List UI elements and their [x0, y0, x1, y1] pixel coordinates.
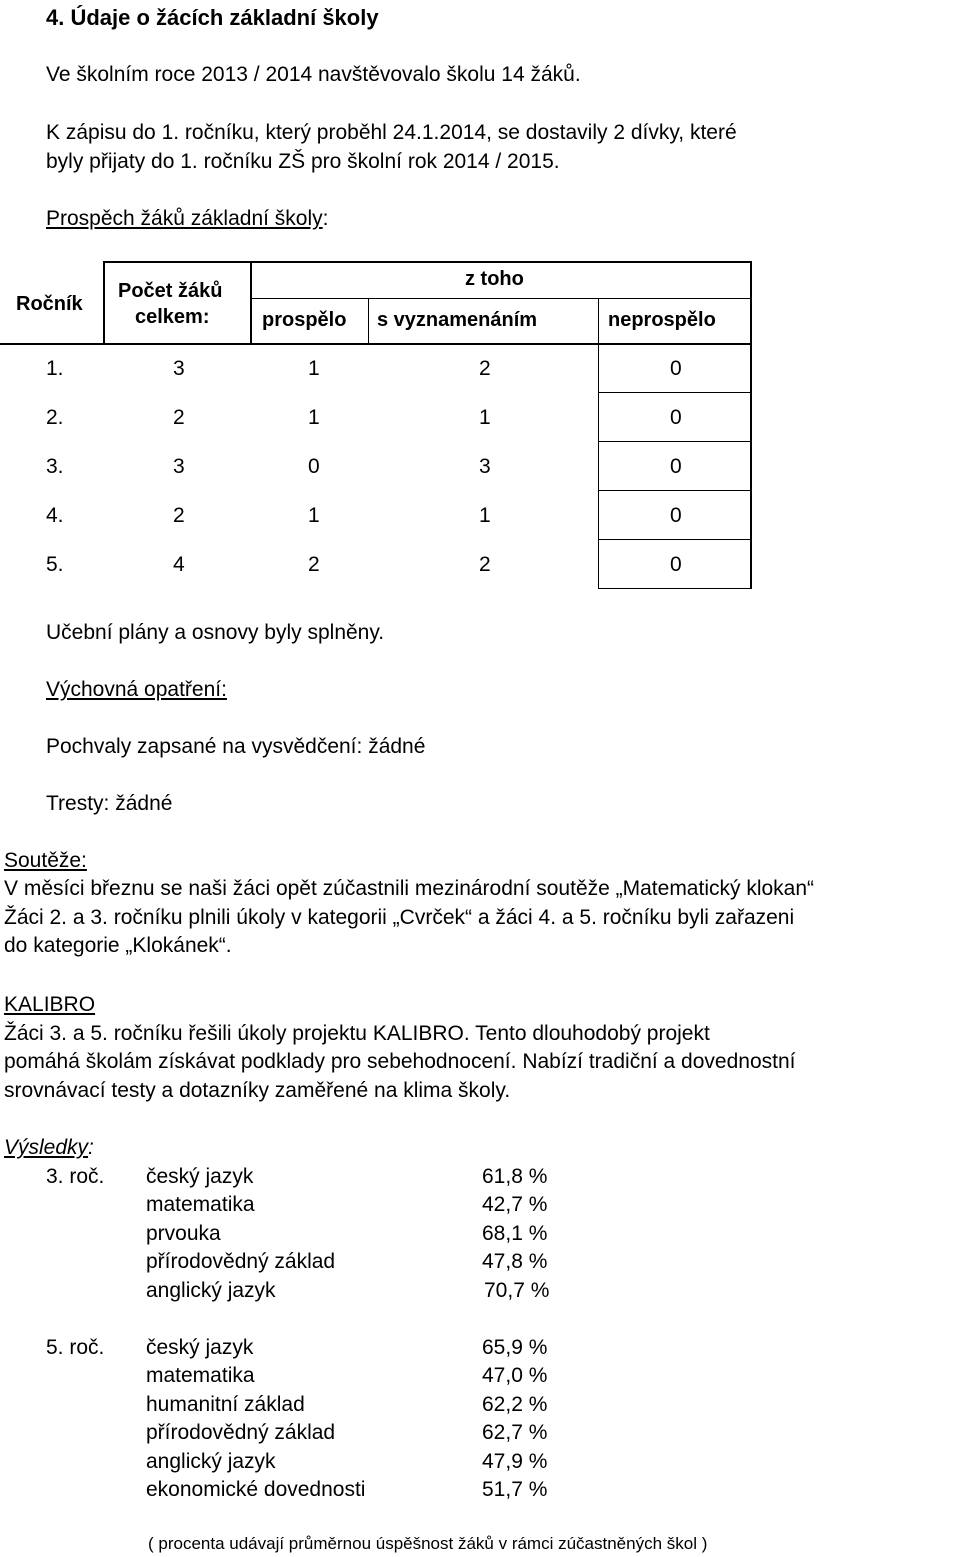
grade3-value-5: 70,7 % [484, 1279, 550, 1302]
punishments-text: Tresty: žádné [46, 792, 173, 815]
grade5-subject-4: přírodovědný základ [146, 1421, 336, 1444]
row3-prospelo: 0 [308, 455, 320, 478]
grade5-value-1: 65,9 % [482, 1336, 548, 1359]
table-subheader-line [250, 298, 751, 299]
grade5-subject-2: matematika [146, 1364, 255, 1387]
enrollment-text: Ve školním roce 2013 / 2014 navštěvovalo školu 14 žáků. [46, 63, 581, 86]
table-top-border [103, 261, 751, 263]
table-row-line-4 [598, 539, 751, 540]
table-row-line-5 [598, 588, 751, 589]
row1-pocet: 3 [173, 357, 185, 380]
results-heading-text: Prospěch žáků základní školy [46, 207, 323, 230]
grade5-value-4: 62,7 % [482, 1421, 548, 1444]
row5-pocet: 4 [173, 553, 185, 576]
row4-vyznam: 1 [479, 504, 491, 527]
results-heading-colon: : [322, 207, 329, 230]
competitions-line3: do kategorie „Klokánek“. [4, 934, 232, 957]
grade3-subject-4: přírodovědný základ [146, 1250, 336, 1273]
education-heading: Výchovná opatření: [46, 678, 227, 701]
grade5-subject-5: anglický jazyk [146, 1450, 276, 1473]
kalibro-line1: Žáci 3. a 5. ročníku řešili úkoly projektu KALIBRO. Tento dlouhodobý projekt [4, 1022, 710, 1045]
table-row-line-2 [598, 441, 751, 442]
row2-prospelo: 1 [308, 406, 320, 429]
row5-prospelo: 2 [308, 553, 320, 576]
row4-rocnik: 4. [46, 504, 64, 527]
row2-vyznam: 1 [479, 406, 491, 429]
grade5-subject-1: český jazyk [146, 1336, 254, 1359]
row3-pocet: 3 [173, 455, 185, 478]
col-header-vyznamenanim: s vyznamenáním [377, 309, 538, 331]
results-label-colon: : [88, 1136, 94, 1159]
results-label-text: Výsledky [4, 1136, 89, 1159]
grade3-value-3: 68,1 % [482, 1222, 548, 1245]
row1-neprospelo: 0 [670, 357, 682, 380]
page-title: 4. Údaje o žácích základní školy [46, 5, 379, 30]
row3-neprospelo: 0 [670, 455, 682, 478]
row2-pocet: 2 [173, 406, 185, 429]
grade5-value-2: 47,0 % [482, 1364, 548, 1387]
results-heading [46, 208, 328, 229]
grade3-subject-3: prvouka [146, 1222, 221, 1245]
competitions-line1: V měsíci březnu se naši žáci opět zúčastnili mezinárodní soutěže „Matematický klokan“ [4, 877, 815, 900]
grade3-value-1: 61,8 % [482, 1165, 548, 1188]
results-label [4, 1137, 94, 1158]
row1-prospelo: 1 [308, 357, 320, 380]
registration-text-line2: byly přijaty do 1. ročníku ZŠ pro školní rok 2014 / 2015. [46, 150, 560, 173]
kalibro-line2: pomáhá školám získávat podklady pro sebehodnocení. Nabízí tradiční a dovednostní [4, 1050, 796, 1073]
row3-rocnik: 3. [46, 455, 64, 478]
grade5-value-3: 62,2 % [482, 1393, 548, 1416]
row4-neprospelo: 0 [670, 504, 682, 527]
grade3-label: 3. roč. [46, 1165, 105, 1188]
grade3-subject-2: matematika [146, 1193, 255, 1216]
grade3-subject-5: anglický jazyk [146, 1279, 276, 1302]
row5-vyznam: 2 [479, 553, 491, 576]
row4-pocet: 2 [173, 504, 185, 527]
col-header-prospelo: prospělo [262, 309, 347, 331]
row4-prospelo: 1 [308, 504, 320, 527]
col-header-pocet-line2: celkem: [135, 306, 210, 328]
grade5-value-5: 47,9 % [482, 1450, 548, 1473]
col-header-pocet-line1: Počet žáků [118, 280, 223, 302]
row1-vyznam: 2 [479, 357, 491, 380]
table-row-line-1 [598, 392, 751, 393]
table-divider-prospelo [368, 298, 369, 345]
grade5-value-6: 51,7 % [482, 1478, 548, 1501]
row2-rocnik: 2. [46, 406, 64, 429]
table-divider-pocet [250, 261, 252, 345]
grade5-label: 5. roč. [46, 1336, 105, 1359]
row2-neprospelo: 0 [670, 406, 682, 429]
col-header-rocnik: Ročník [16, 293, 83, 315]
row5-rocnik: 5. [46, 553, 64, 576]
row3-vyznam: 3 [479, 455, 491, 478]
competitions-heading: Soutěže: [4, 849, 87, 872]
row5-neprospelo: 0 [670, 553, 682, 576]
table-divider-rocnik [103, 261, 105, 345]
table-header-bottom-border [0, 343, 751, 345]
grade3-value-2: 42,7 % [482, 1193, 548, 1216]
table-divider-neprospelo [598, 298, 599, 588]
kalibro-line3: srovnávací testy a dotazníky zaměřené na klima školy. [4, 1079, 511, 1102]
grade3-value-4: 47,8 % [482, 1250, 548, 1273]
grade5-subject-3: humanitní základ [146, 1393, 305, 1416]
praise-text: Pochvaly zapsané na vysvědčení: žádné [46, 735, 426, 758]
kalibro-heading: KALIBRO [4, 993, 96, 1016]
grade3-subject-1: český jazyk [146, 1165, 254, 1188]
grade5-subject-6: ekonomické dovednosti [146, 1478, 366, 1501]
table-row-line-3 [598, 490, 751, 491]
row1-rocnik: 1. [46, 357, 64, 380]
registration-text-line1: K zápisu do 1. ročníku, který proběhl 24.1.2014, se dostavily 2 dívky, které [46, 121, 737, 144]
competitions-line2: Žáci 2. a 3. ročníku plnili úkoly v kategorii „Cvrček“ a žáci 4. a 5. ročníku byli zařazeni [4, 906, 795, 929]
col-header-neprospelo: neprospělo [608, 309, 716, 331]
col-header-ztoho: z toho [465, 268, 524, 290]
plans-text: Učební plány a osnovy byly splněny. [46, 621, 385, 644]
footnote: ( procenta udávají průměrnou úspěšnost žáků v rámci zúčastněných škol ) [148, 1534, 708, 1553]
